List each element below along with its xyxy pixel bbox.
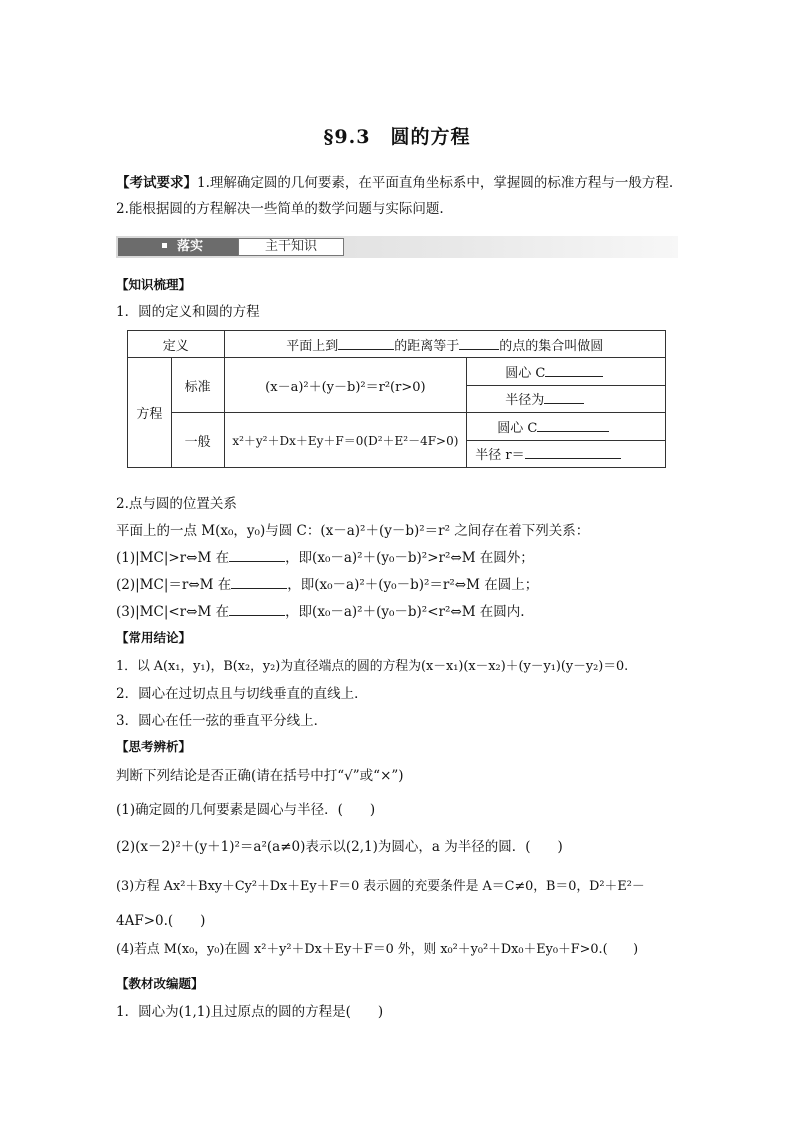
table-cell-eq-label: 方程 (128, 358, 172, 468)
blank-line (231, 576, 287, 589)
std-center-label: 圆心 C (505, 365, 546, 381)
banner-light-tab: 主干知识 (238, 238, 344, 256)
relation-inside-b: ，即(x₀－a)²＋(y₀－b)²<r²⇔M 在圆内. (285, 604, 525, 620)
std-radius-label: 半径为 (505, 393, 545, 409)
table-cell-gen-eq: x²＋y²＋Dx＋Ey＋F＝0(D²＋E²－4F>0) (224, 413, 467, 468)
banner-left-label: 落实 (177, 239, 204, 254)
gen-radius-label: 半径 r＝ (475, 448, 525, 464)
point-circle-intro: 平面上的一点 M(x₀，y₀)与圆 C：(x－a)²＋(y－b)²＝r² 之间存在着下列关系： (116, 523, 590, 539)
thinking-heading: 【思考辨析】 (116, 739, 192, 754)
relation-inside-a: (3)|MC|<r⇔M 在 (116, 604, 230, 620)
knowledge-heading: 【知识梳理】 (116, 277, 192, 292)
thinking-intro: 判断下列结论是否正确(请在括号中打“√”或“×”) (116, 768, 404, 784)
table-cell-std-label: 标准 (171, 358, 224, 413)
knowledge-item1-title: 1．圆的定义和圆的方程 (116, 304, 260, 320)
table-cell-gen-radius (467, 440, 666, 468)
blank-line (459, 337, 499, 350)
exam-requirements-line2: 2.能根据圆的方程解决一些简单的数学问题与实际问题. (116, 201, 444, 217)
knowledge-item2-title: 2.点与圆的位置关系 (116, 496, 237, 512)
exam-requirements-label: 【考试要求】 (116, 175, 197, 191)
table-cell-std-radius (467, 385, 666, 413)
blank-line (229, 603, 285, 616)
thinking-q4: (4)若点 M(x₀，y₀)在圆 x²＋y²＋Dx＋Ey＋F＝0 外，则 x₀²＋y₀²＋Dx₀＋Ey₀＋F>0.( ) (116, 942, 639, 957)
page-title: §9.3 圆的方程 (323, 126, 471, 148)
relation-outside-b: ，即(x₀－a)²＋(y₀－b)²>r²⇔M 在圆外； (285, 550, 534, 566)
circle-definition-table (127, 330, 666, 468)
conclusion-2: 2．圆心在过切点且与切线垂直的直线上． (116, 686, 368, 702)
relation-inside (116, 602, 525, 622)
def-text-a: 平面上到 (286, 338, 339, 354)
blank-line (229, 549, 285, 562)
table-cell-gen-center (467, 413, 666, 441)
table-cell-std-eq: (x－a)²＋(y－b)²＝r²(r>0) (224, 358, 467, 413)
textbook-q1: 1．圆心为(1,1)且过原点的圆的方程是( ) (116, 1004, 384, 1020)
exam-requirements-line1 (116, 173, 673, 193)
table-cell-def-label: 定义 (128, 331, 225, 358)
table-cell-def-text (224, 331, 665, 358)
blank-line (525, 446, 621, 459)
square-bullet-icon (162, 243, 167, 248)
exam-requirements-text1: 1.理解确定圆的几何要素，在平面直角坐标系中，掌握圆的标准方程与一般方程. (197, 175, 674, 191)
thinking-q2: (2)(x－2)²＋(y＋1)²＝a²(a≠0)表示以(2,1)为圆心，a 为半径的圆．( ) (116, 839, 563, 855)
table-cell-gen-label: 一般 (171, 413, 224, 468)
thinking-q3-line1: (3)方程 Ax²＋Bxy＋Cy²＋Dx＋Ey＋F＝0 表示圆的充要条件是 A＝C≠0，B＝0，D²＋E²－ (116, 879, 645, 894)
section-banner (116, 236, 678, 258)
thinking-q1: (1)确定圆的几何要素是圆心与半径．( ) (116, 802, 376, 818)
relation-outside (116, 548, 534, 568)
gen-center-label: 圆心 C (497, 420, 538, 436)
relation-on-b: ，即(x₀－a)²＋(y₀－b)²＝r²⇔M 在圆上； (287, 577, 539, 593)
conclusion-1: 1．以 A(x₁，y₁)，B(x₂，y₂)为直径端点的圆的方程为(x－x₁)(x－x₂)＋(y－y₁)(y－y₂)＝0. (116, 659, 629, 674)
def-text-b: 的距离等于 (394, 338, 460, 354)
relation-outside-a: (1)|MC|>r⇔M 在 (116, 550, 230, 566)
conclusion-3: 3．圆心在任一弦的垂直平分线上． (116, 713, 328, 729)
banner-dark-tab (118, 238, 238, 256)
blank-line (545, 364, 603, 377)
conclusions-heading: 【常用结论】 (116, 630, 192, 645)
blank-line (544, 391, 584, 404)
blank-line (537, 419, 609, 432)
blank-line (338, 337, 394, 350)
thinking-q3-line2: 4AF>0.( ) (116, 913, 206, 929)
relation-on (116, 575, 538, 595)
relation-on-a: (2)|MC|＝r⇔M 在 (116, 577, 232, 593)
table-cell-std-center (467, 358, 666, 386)
textbook-heading: 【教材改编题】 (116, 976, 204, 991)
def-text-c: 的点的集合叫做圆 (499, 338, 604, 354)
